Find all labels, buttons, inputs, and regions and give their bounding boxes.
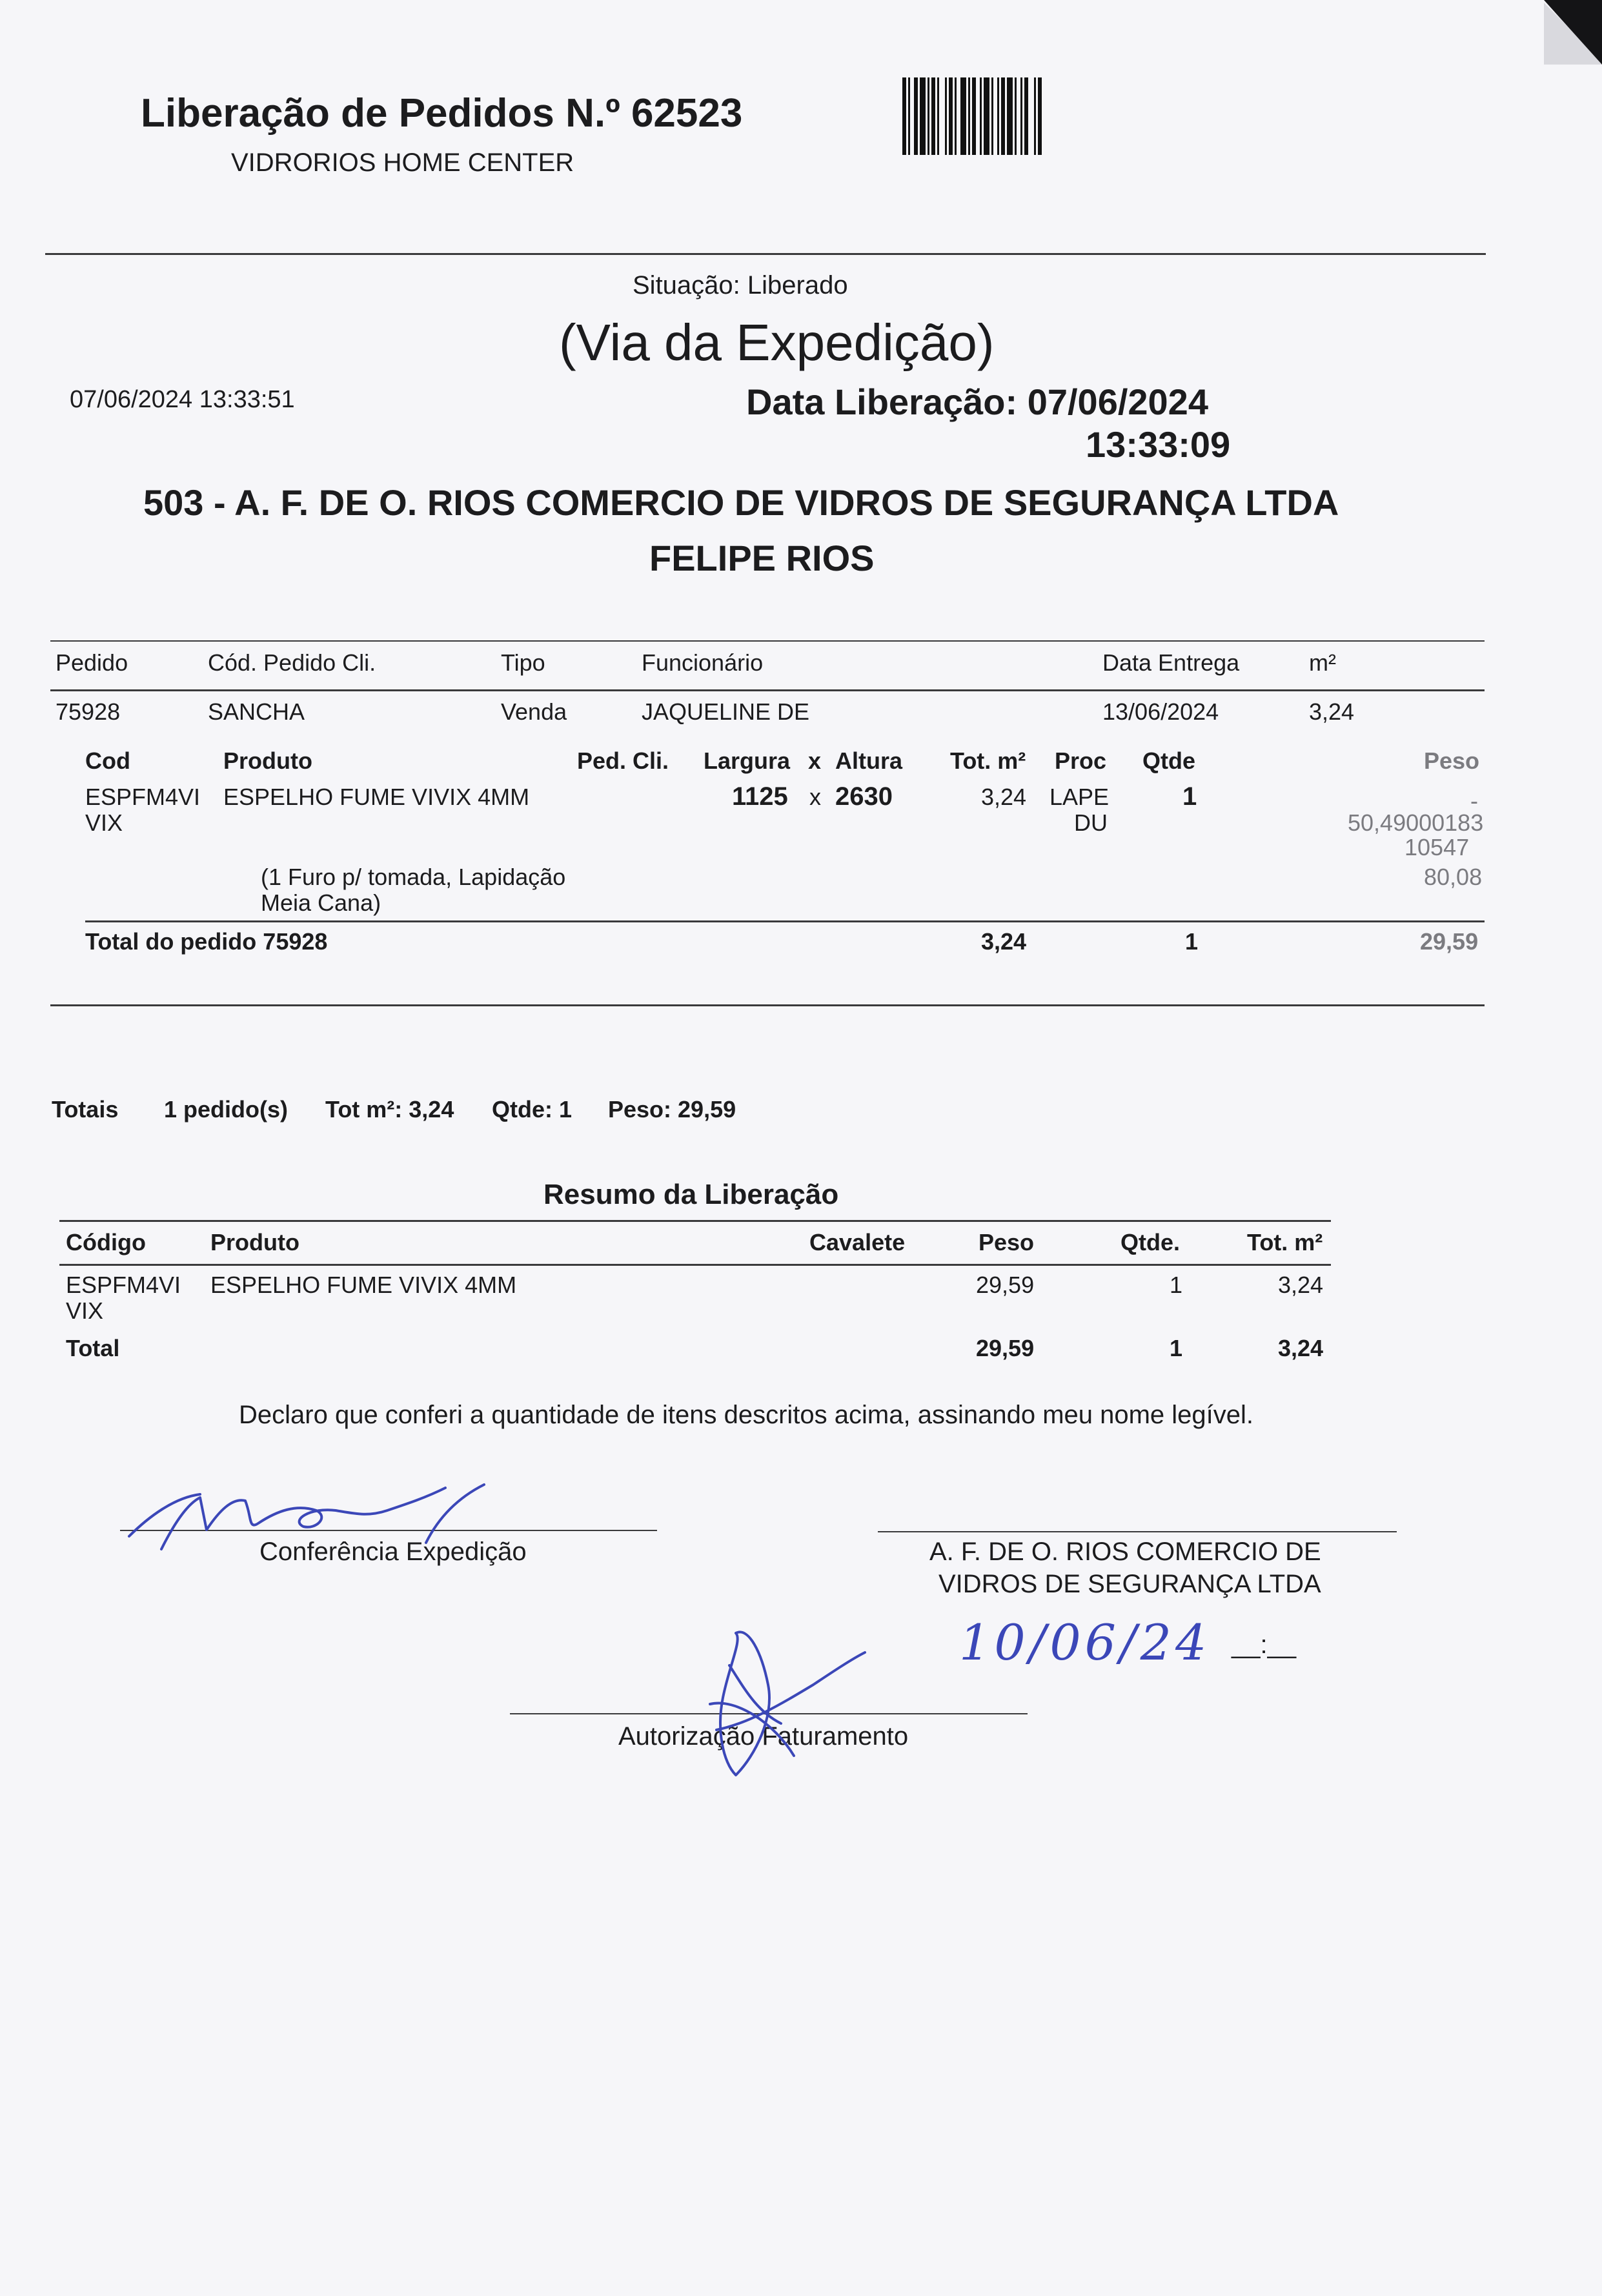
items-total-qtde: 1 bbox=[1185, 928, 1199, 955]
totais-qtde: Qtde: 1 bbox=[492, 1096, 573, 1123]
totais-pedidos: 1 pedido(s) bbox=[164, 1096, 289, 1123]
resumo-top-rule bbox=[59, 1220, 1331, 1222]
autorizacao-signature bbox=[697, 1627, 865, 1782]
totais-peso: Peso: 29,59 bbox=[608, 1096, 736, 1123]
resumo-col-cavalete: Cavalete bbox=[809, 1229, 906, 1255]
items-total-label: Total do pedido 75928 bbox=[85, 928, 328, 955]
company-signature-line bbox=[878, 1531, 1397, 1532]
item-altura: 2630 bbox=[835, 782, 893, 811]
col-cod-pedido-cli: Cód. Pedido Cli. bbox=[208, 649, 376, 676]
items-col-produto: Produto bbox=[223, 747, 312, 774]
col-pedido: Pedido bbox=[56, 649, 128, 676]
resumo-col-codigo: Código bbox=[66, 1229, 146, 1255]
items-bottom-rule bbox=[50, 1004, 1485, 1006]
document-title: Liberação de Pedidos N.º 62523 bbox=[141, 91, 743, 136]
cell-pedido: 75928 bbox=[56, 698, 121, 725]
items-total-m2: 3,24 bbox=[981, 928, 1027, 955]
client-line: 503 - A. F. DE O. RIOS COMERCIO DE VIDROS DE SEGURANÇA LTDA bbox=[143, 482, 1339, 523]
item-cod-2: VIX bbox=[85, 809, 123, 836]
item-peso-4: 80,08 bbox=[1424, 864, 1483, 890]
resumo-col-produto: Produto bbox=[210, 1229, 299, 1255]
items-total-peso: 29,59 bbox=[1420, 928, 1479, 955]
cell-tipo: Venda bbox=[501, 698, 567, 725]
item-peso-3: 10547 bbox=[1404, 834, 1470, 860]
col-m2: m² bbox=[1309, 649, 1336, 676]
data-liberacao-time: 13:33:09 bbox=[1086, 424, 1231, 465]
item-x: x bbox=[809, 784, 821, 810]
items-col-ped-cli: Ped. Cli. bbox=[577, 747, 669, 774]
col-funcionario: Funcionário bbox=[642, 649, 764, 676]
resumo-col-tot-m2: Tot. m² bbox=[1247, 1229, 1323, 1255]
data-liberacao: Data Liberação: 07/06/2024 bbox=[746, 381, 1208, 422]
company-name: VIDRORIOS HOME CENTER bbox=[231, 148, 574, 177]
conferencia-label: Conferência Expedição bbox=[259, 1538, 527, 1566]
totais-m2: Tot m²: 3,24 bbox=[325, 1096, 454, 1123]
item-peso-2: 50,49000183 bbox=[1348, 809, 1484, 836]
item-cod-1: ESPFM4VI bbox=[85, 784, 201, 810]
barcode bbox=[902, 77, 1154, 155]
items-col-qtde: Qtde bbox=[1142, 747, 1196, 774]
item-produto: ESPELHO FUME VIVIX 4MM bbox=[223, 784, 530, 810]
item-proc-2: DU bbox=[1074, 809, 1108, 836]
cell-funcionario: JAQUELINE DE bbox=[642, 698, 810, 725]
resumo-codigo-1: ESPFM4VI bbox=[66, 1272, 181, 1298]
items-col-largura: Largura bbox=[704, 747, 791, 774]
item-qtde: 1 bbox=[1182, 782, 1197, 811]
resumo-col-qtde: Qtde. bbox=[1120, 1229, 1181, 1255]
situacao-text: Situação: Liberado bbox=[633, 271, 848, 300]
cell-m2: 3,24 bbox=[1309, 698, 1355, 725]
item-proc-1: LAPE bbox=[1049, 784, 1110, 810]
company-sign-line1: A. F. DE O. RIOS COMERCIO DE bbox=[929, 1538, 1321, 1566]
resumo-col-peso: Peso bbox=[978, 1229, 1035, 1255]
items-col-tot-m2: Tot. m² bbox=[950, 747, 1026, 774]
resumo-total-qtde: 1 bbox=[1170, 1335, 1183, 1361]
page-corner bbox=[1544, 0, 1602, 65]
resumo-tot-m2: 3,24 bbox=[1278, 1272, 1324, 1298]
items-col-peso: Peso bbox=[1424, 747, 1480, 774]
header-divider bbox=[45, 253, 1486, 255]
conferencia-signature bbox=[123, 1472, 510, 1562]
cell-data-entrega: 13/06/2024 bbox=[1102, 698, 1219, 725]
resumo-peso: 29,59 bbox=[976, 1272, 1035, 1298]
cell-cod-pedido-cli: SANCHA bbox=[208, 698, 305, 725]
totais-label: Totais bbox=[52, 1096, 119, 1123]
resumo-total-label: Total bbox=[66, 1335, 120, 1361]
item-largura: 1125 bbox=[732, 782, 788, 811]
resumo-header-rule bbox=[59, 1264, 1331, 1266]
resumo-total-m2: 3,24 bbox=[1278, 1335, 1324, 1361]
order-table-header-rule bbox=[50, 689, 1485, 691]
resumo-qtde: 1 bbox=[1170, 1272, 1183, 1298]
col-tipo: Tipo bbox=[501, 649, 545, 676]
print-datetime: 07/06/2024 13:33:51 bbox=[70, 386, 295, 413]
resumo-total-peso: 29,59 bbox=[976, 1335, 1035, 1361]
declaration-text: Declaro que conferi a quantidade de itens descritos acima, assinando meu nome legível. bbox=[239, 1401, 1254, 1429]
item-obs-2: Meia Cana) bbox=[261, 889, 381, 916]
resumo-produto: ESPELHO FUME VIVIX 4MM bbox=[210, 1272, 517, 1298]
resumo-codigo-2: VIX bbox=[66, 1297, 104, 1324]
handwritten-date: 10/06/24 bbox=[959, 1614, 1211, 1671]
items-col-x: x bbox=[808, 747, 822, 774]
col-data-entrega: Data Entrega bbox=[1102, 649, 1240, 676]
items-col-proc: Proc bbox=[1055, 747, 1107, 774]
client-contact: FELIPE RIOS bbox=[649, 538, 875, 578]
item-obs-1: (1 Furo p/ tomada, Lapidação bbox=[261, 864, 566, 890]
item-tot-m2: 3,24 bbox=[981, 784, 1027, 810]
resumo-title: Resumo da Liberação bbox=[543, 1179, 839, 1210]
items-col-altura: Altura bbox=[835, 747, 903, 774]
time-blank: __:__ bbox=[1232, 1631, 1297, 1659]
items-total-rule bbox=[85, 920, 1485, 922]
order-table-top-rule bbox=[50, 640, 1485, 642]
autorizacao-label: Autorização Faturamento bbox=[618, 1722, 909, 1751]
via-title: (Via da Expedição) bbox=[559, 314, 995, 371]
company-sign-line2: VIDROS DE SEGURANÇA LTDA bbox=[938, 1570, 1321, 1598]
item-peso-1: - bbox=[1470, 787, 1478, 814]
items-col-cod: Cod bbox=[85, 747, 130, 774]
